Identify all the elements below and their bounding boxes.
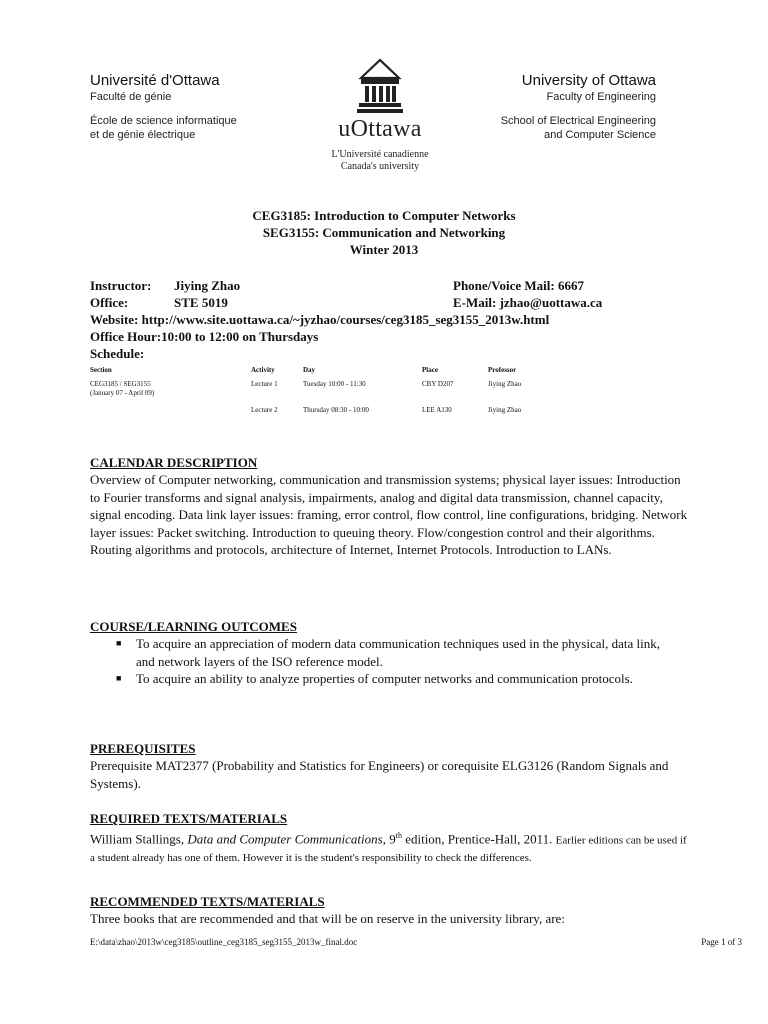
schedule-label: Schedule:: [90, 346, 145, 361]
instructor-info: [90, 277, 690, 362]
required-note: Earlier editions can be used if a student already has one of them. However it is the student's responsibility to check the differences.: [90, 834, 687, 864]
table-row-2-activity: Lecture 2: [251, 406, 278, 414]
table-row-2-place: LEE A130: [422, 406, 452, 414]
office-location: STE 5019: [174, 295, 228, 310]
required-heading: REQUIRED TEXTS/MATERIALS: [90, 811, 288, 826]
website: Website: http://www.site.uottawa.ca/~jyzhao/courses/ceg3185_seg3155_2013w.html: [90, 312, 550, 327]
table-row-2-day: Thursday 08:30 - 10:00: [303, 406, 369, 414]
table-row-1-place: CBY D207: [422, 380, 454, 388]
building-icon: [357, 58, 403, 114]
term: Winter 2013: [349, 242, 419, 257]
required-text: [90, 827, 690, 865]
course-title-ceg: CEG3185: Introduction to Computer Networks: [252, 208, 516, 223]
col-header-day: Day: [303, 366, 316, 374]
university-name-en: University of Ottawa: [521, 72, 656, 89]
required-publisher: edition, Prentice-Hall, 2011.: [401, 831, 556, 847]
faculty-name-en: Faculty of Engineering: [546, 91, 656, 103]
faculty-name-fr: Faculté de génie: [90, 91, 172, 103]
university-name-fr: Université d'Ottawa: [90, 72, 220, 89]
col-header-section: Section: [90, 366, 112, 374]
table-row-1-activity: Lecture 1: [251, 380, 278, 388]
office-label: Office:: [90, 295, 129, 310]
course-titles: [0, 207, 768, 258]
school-name-fr-1: École de science informatique: [90, 115, 237, 127]
header-english: [501, 72, 656, 142]
outcomes-heading: COURSE/LEARNING OUTCOMES: [90, 619, 297, 634]
school-name-fr-2: et de génie électrique: [90, 129, 196, 141]
bullet-icon: ■: [116, 673, 122, 683]
col-header-activity: Activity: [251, 366, 275, 374]
table-row-2-professor: Jiying Zhao: [488, 406, 522, 414]
recommended-text: Three books that are recommended and that will be on reserve in the university library, are:: [90, 911, 565, 926]
prereq-text: Prerequisite MAT2377 (Probability and Statistics for Engineers) or corequisite ELG3126 (Random Signals and Systems).: [90, 758, 669, 791]
required-author: William Stallings,: [90, 831, 188, 847]
school-name-en-2: and Computer Science: [544, 129, 656, 141]
bullet-icon: ■: [116, 638, 122, 648]
col-header-place: Place: [422, 366, 438, 374]
course-title-seg: SEG3155: Communication and Networking: [262, 225, 506, 240]
required-book-title: Data and Computer Communications: [187, 831, 383, 847]
phone: Phone/Voice Mail: 6667: [453, 278, 584, 293]
logo-wordmark: uOttawa: [338, 116, 422, 142]
section-dates: (January 07 - April 09): [90, 389, 155, 397]
list-item: ■ To acquire an appreciation of modern data communication techniques used in the physical, data link, and network layers of the ISO reference model.: [116, 636, 660, 669]
instructor-label: Instructor:: [90, 278, 152, 293]
school-name-en-1: School of Electrical Engineering: [500, 115, 656, 127]
required-edition: , 9: [382, 831, 396, 847]
list-item: ■ To acquire an ability to analyze properties of computer networks and communication protocols.: [116, 671, 633, 686]
office-hour: Office Hour:10:00 to 12:00 on Thursdays: [90, 329, 319, 344]
page-number: Page 1 of 3: [701, 937, 742, 947]
uottawa-logo: [305, 58, 455, 173]
email: E-Mail: jzhao@uottawa.ca: [453, 295, 603, 310]
required-edition-sup: th: [395, 831, 402, 840]
prereq-heading: PREREQUISITES: [90, 741, 196, 756]
calendar-text: Overview of Computer networking, communication and transmission systems; physical layer issues: Introduction to Fourier transforms and signal analysis, impairments, analog and digital data transmission, channel capacity, signal encoding. Data link layer issues: framing, error control, flow control, line configurations, bridging. Network layer issues: Packet switching. Introduction to queuing theory. Flow/congestion control and their algorithms. Routing algorithms and protocols, architecture of Internet, Internet Protocols. Introduction to LANs.: [90, 472, 688, 557]
recommended-heading: RECOMMENDED TEXTS/MATERIALS: [90, 894, 325, 909]
col-header-professor: Professor: [488, 366, 517, 374]
table-row-1-day: Tuesday 10:00 - 11:30: [303, 380, 366, 388]
header-french: [90, 72, 237, 142]
logo-tagline-fr: L'Université canadienne: [331, 149, 429, 160]
logo-tagline-en: Canada's university: [340, 161, 420, 172]
section-code: CEG3185 / SEG3155: [90, 380, 151, 388]
calendar-heading: CALENDAR DESCRIPTION: [90, 455, 258, 470]
table-row-1-professor: Jiying Zhao: [488, 380, 522, 388]
instructor-name: Jiying Zhao: [174, 278, 241, 293]
footer-file-path: E:\data\zhao\2013w\ceg3185\outline_ceg3185_seg3155_2013w_final.doc: [90, 937, 358, 947]
